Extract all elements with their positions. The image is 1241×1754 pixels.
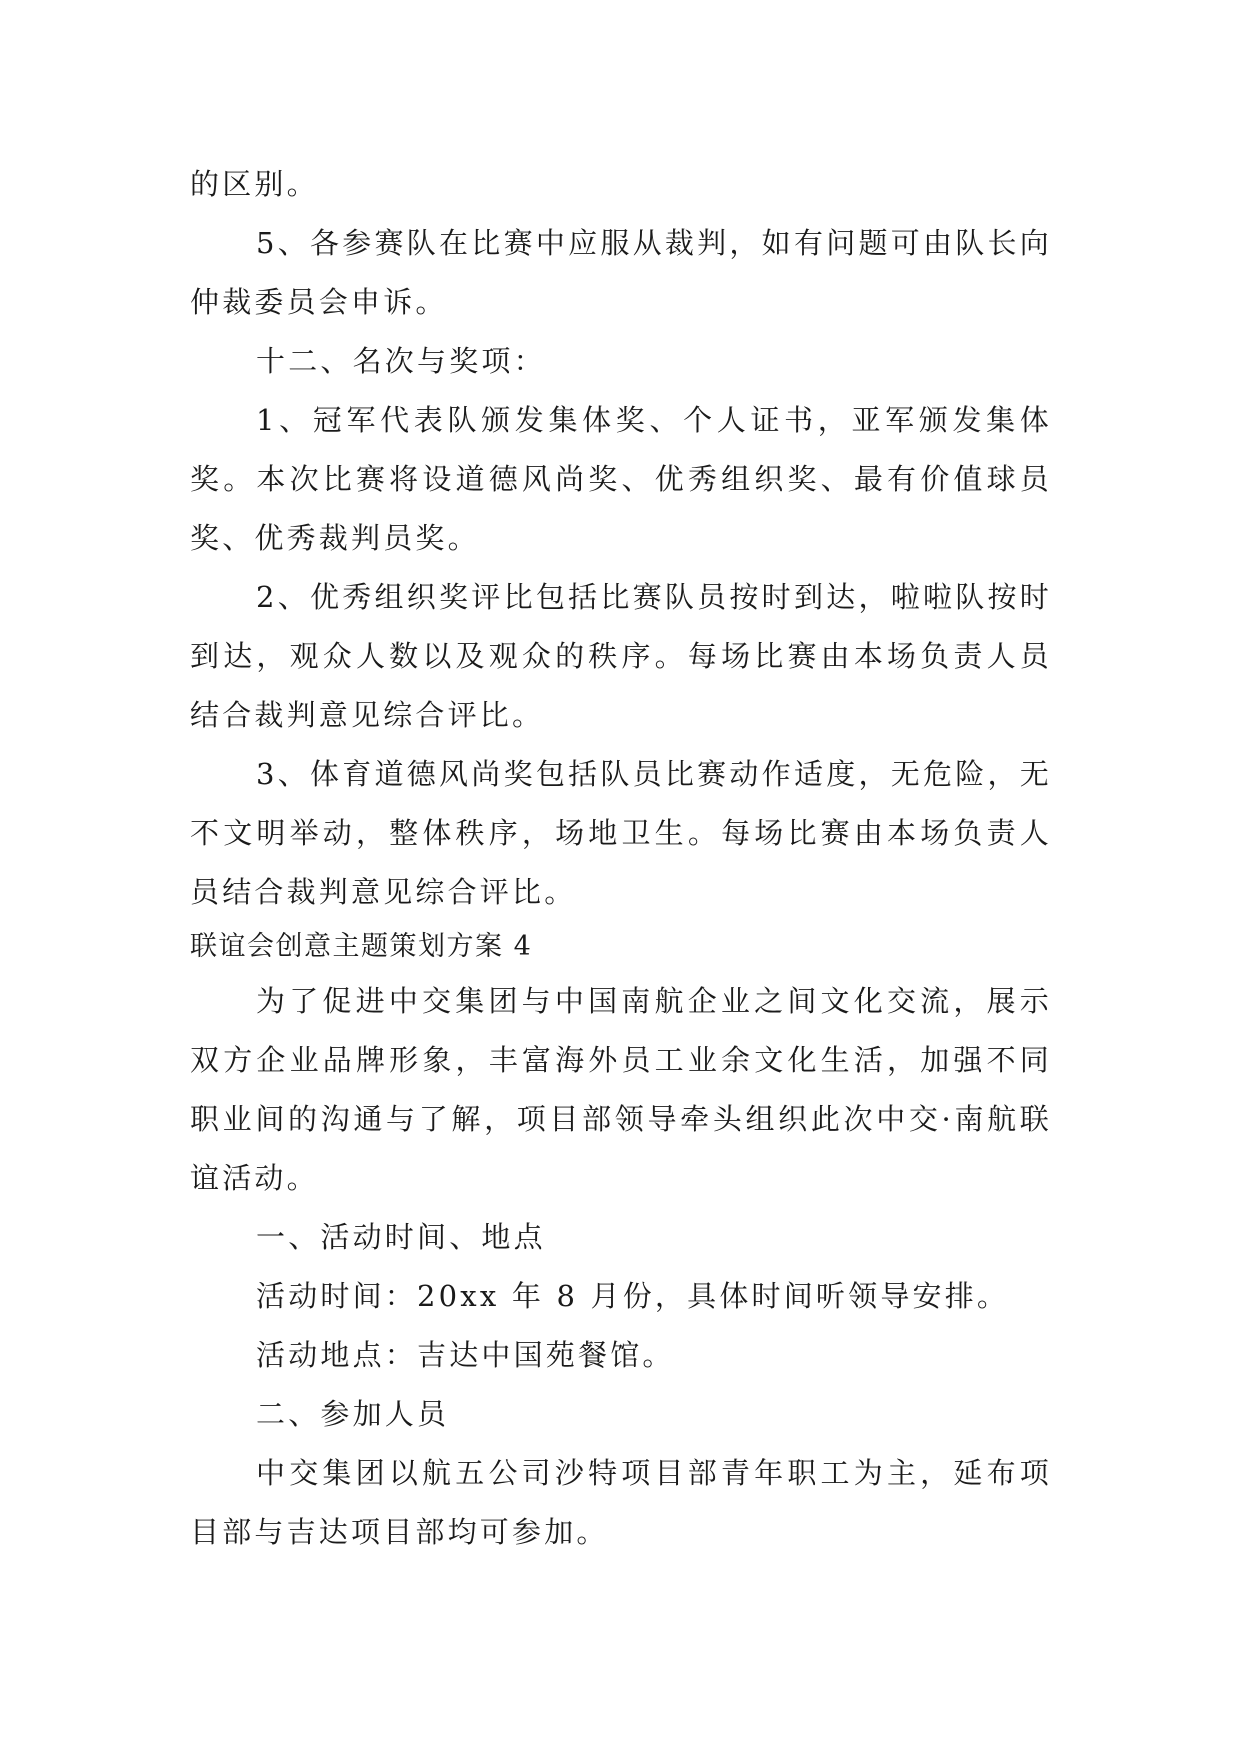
section-heading-ranking-awards: 十二、名次与奖项： xyxy=(256,344,546,378)
paragraph-participants: 中交集团以航五公司沙特项目部青年职工为主，延布项目部与吉达项目部均可参加。 xyxy=(190,1456,1052,1549)
section-heading-time-place: 一、活动时间、地点 xyxy=(256,1220,546,1254)
paragraph-intro: 为了促进中交集团与中国南航企业之间文化交流，展示双方企业品牌形象，丰富海外员工业余文化生活，加强不同职业间的沟通与了解，项目部领导牵头组织此次中交·南航联谊活动。 xyxy=(190,984,1052,1195)
document-section-title: 联谊会创意主题策划方案 4 xyxy=(190,931,533,962)
paragraph-activity-time: 活动时间：20xx 年 8 月份，具体时间听领导安排。 xyxy=(256,1279,1010,1313)
paragraph-award-1: 1、冠军代表队颁发集体奖、个人证书，亚军颁发集体奖。本次比赛将设道德风尚奖、优秀组织奖、最有价值球员奖、优秀裁判员奖。 xyxy=(190,403,1052,555)
paragraph-activity-place: 活动地点：吉达中国苑餐馆。 xyxy=(256,1338,675,1372)
paragraph-continuation: 的区别。 xyxy=(190,167,319,201)
paragraph-award-2: 2、优秀组织奖评比包括比赛队员按时到达，啦啦队按时到达，观众人数以及观众的秩序。每场比赛由本场负责人员结合裁判意见综合评比。 xyxy=(190,580,1052,732)
section-heading-participants: 二、参加人员 xyxy=(256,1397,450,1431)
paragraph-rule-5: 5、各参赛队在比赛中应服从裁判，如有问题可由队长向仲裁委员会申诉。 xyxy=(190,226,1052,319)
paragraph-award-3: 3、体育道德风尚奖包括队员比赛动作适度，无危险，无不文明举动，整体秩序，场地卫生。每场比赛由本场负责人员结合裁判意见综合评比。 xyxy=(190,757,1052,909)
document-body xyxy=(190,155,1052,1562)
